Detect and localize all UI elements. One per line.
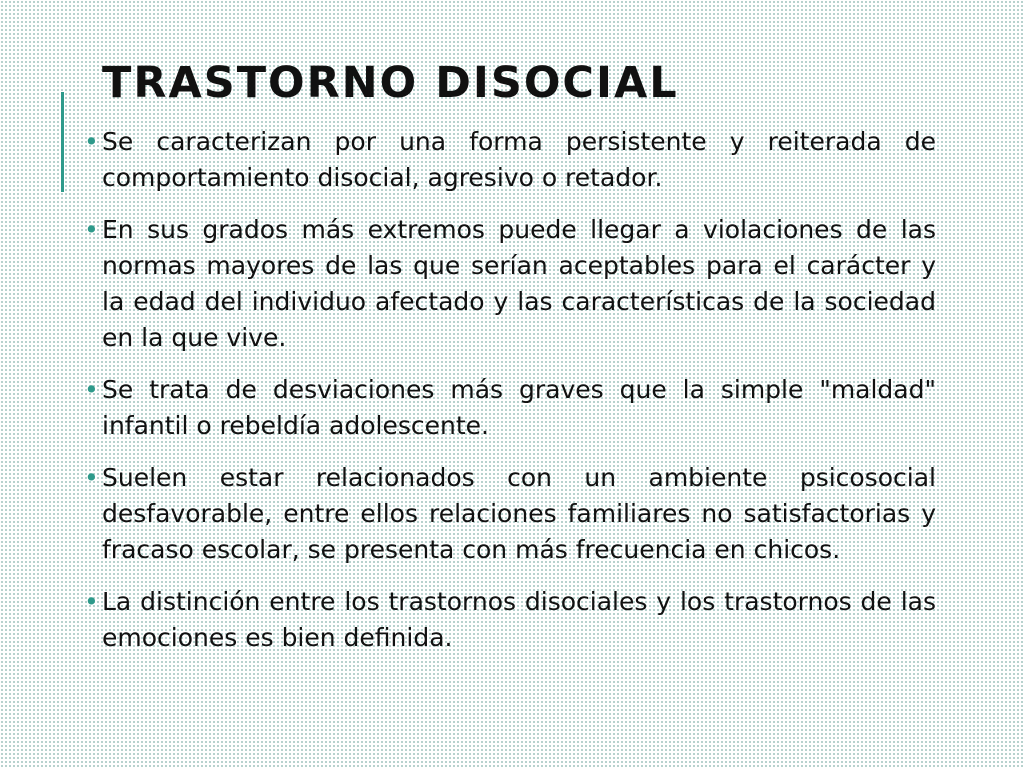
bullet-text: La distinción entre los trastornos disociales y los trastornos de las emociones es bien definida. <box>102 587 936 652</box>
bullet-text: Se caracterizan por una forma persistente y reiterada de comportamiento disocial, agresivo o retador. <box>102 127 936 192</box>
list-item <box>84 460 936 568</box>
bullet-list <box>84 124 936 672</box>
bullet-icon: • <box>84 587 99 616</box>
accent-bar <box>61 92 64 192</box>
bullet-icon: • <box>84 375 99 404</box>
bullet-text: En sus grados más extremos puede llegar a violaciones de las normas mayores de las que serían aceptables para el carácter y la edad del individuo afectado y las características de la sociedad en la que vive. <box>102 215 936 352</box>
list-item <box>84 212 936 356</box>
bullet-icon: • <box>84 127 99 156</box>
bullet-text: Suelen estar relacionados con un ambiente psicosocial desfavorable, entre ellos relaciones familiares no satisfactorias y fracaso escolar, se presenta con más frecuencia en chicos. <box>102 463 936 564</box>
bullet-icon: • <box>84 215 99 244</box>
list-item <box>84 124 936 196</box>
bullet-text: Se trata de desviaciones más graves que la simple "maldad" infantil o rebeldía adolescente. <box>102 375 936 440</box>
list-item <box>84 372 936 444</box>
list-item <box>84 584 936 656</box>
bullet-icon: • <box>84 463 99 492</box>
slide-title: TRASTORNO DISOCIAL <box>102 58 679 108</box>
